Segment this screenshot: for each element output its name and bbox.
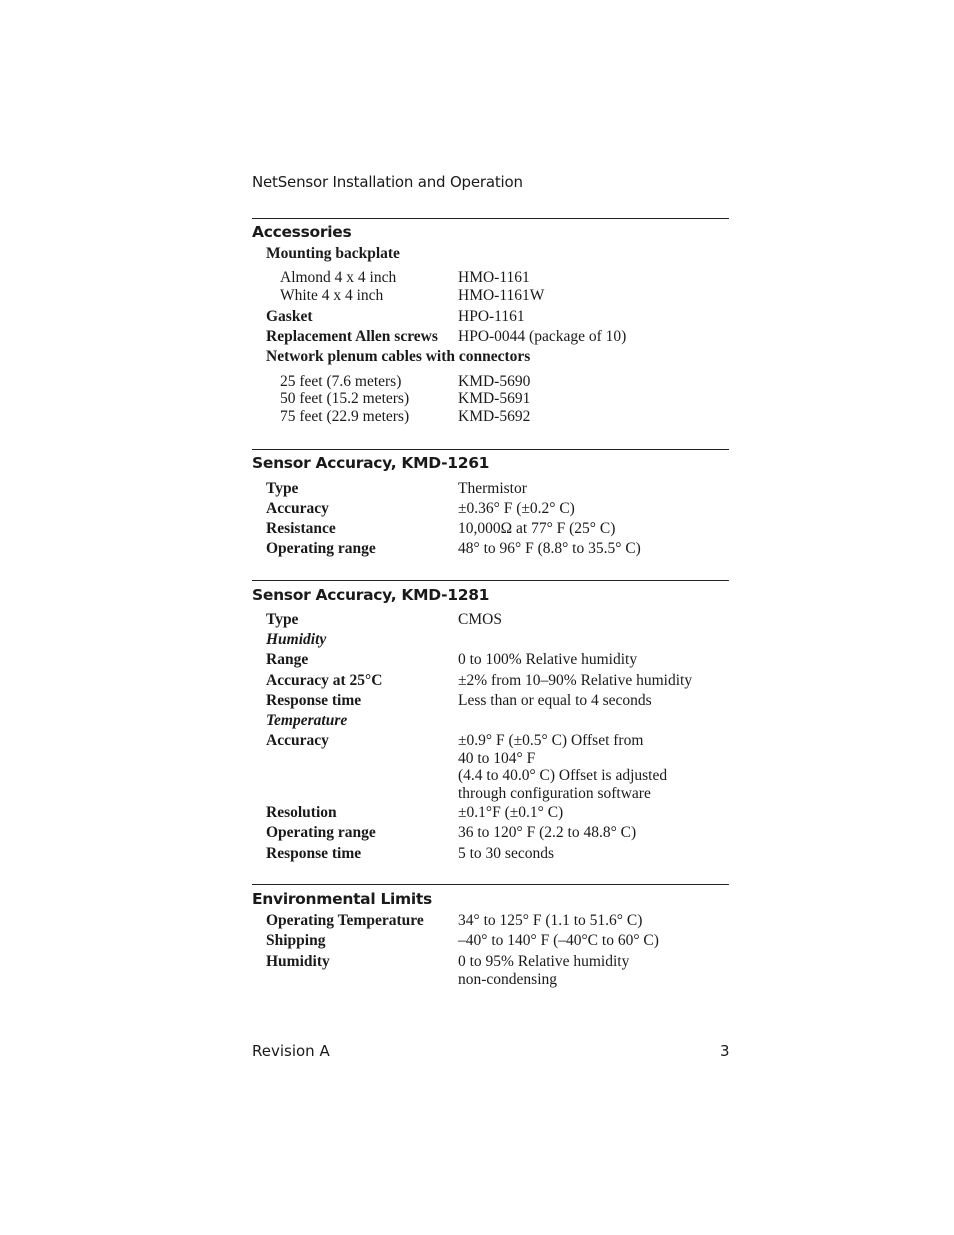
kmd1281-accuracy-line: (4.4 to 40.0° C) Offset is adjusted — [458, 767, 668, 784]
kmd1281-response-label: Response time — [266, 692, 362, 709]
cable-75ft-label: 75 feet (22.9 meters) — [280, 408, 410, 425]
white-value: HMO-1161W — [458, 287, 545, 304]
screws-label: Replacement Allen screws — [266, 328, 438, 345]
kmd1281-acc25-value: ±2% from 10–90% Relative humidity — [458, 672, 693, 689]
humidity-subheading: Humidity — [266, 631, 327, 648]
kmd1281-accuracy-label: Accuracy — [266, 732, 329, 749]
section-title-accessories: Accessories — [252, 223, 352, 241]
section-divider — [252, 449, 729, 450]
kmd1281-resolution-value: ±0.1°F (±0.1° C) — [458, 804, 564, 821]
env-optemp-label: Operating Temperature — [266, 912, 424, 929]
section-divider — [252, 580, 729, 581]
env-humidity-value — [458, 953, 629, 988]
kmd1261-resistance-value: 10,000Ω at 77° F (25° C) — [458, 520, 616, 537]
white-label: White 4 x 4 inch — [280, 287, 384, 304]
screws-value: HPO-0044 (package of 10) — [458, 328, 627, 345]
kmd1261-type-value: Thermistor — [458, 480, 527, 497]
kmd1261-accuracy-label: Accuracy — [266, 500, 329, 517]
kmd1281-response2-value: 5 to 30 seconds — [458, 845, 555, 862]
kmd1281-type-value: CMOS — [458, 611, 502, 628]
env-humidity-line: 0 to 95% Relative humidity — [458, 953, 630, 970]
cables-label: Network plenum cables with connectors — [266, 348, 531, 365]
section-divider — [252, 884, 729, 885]
kmd1281-response2-label: Response time — [266, 845, 362, 862]
env-humidity-line: non-condensing — [458, 970, 558, 988]
kmd1261-type-label: Type — [266, 480, 299, 497]
kmd1281-oprange-label: Operating range — [266, 824, 376, 841]
page-number: 3 — [720, 1042, 730, 1060]
kmd1281-accuracy-value — [458, 732, 667, 802]
kmd1281-acc25-label: Accuracy at 25°C — [266, 672, 383, 689]
env-optemp-value: 34° to 125° F (1.1 to 51.6° C) — [458, 912, 643, 929]
env-shipping-label: Shipping — [266, 932, 326, 949]
almond-value: HMO-1161 — [458, 269, 530, 286]
cable-50ft-value: KMD-5691 — [458, 390, 531, 407]
kmd1281-range-label: Range — [266, 651, 309, 668]
cable-25ft-label: 25 feet (7.6 meters) — [280, 373, 402, 390]
kmd1281-accuracy-line: through configuration software — [458, 784, 651, 802]
kmd1261-resistance-label: Resistance — [266, 520, 336, 537]
section-title-kmd1261: Sensor Accuracy, KMD-1261 — [252, 454, 490, 472]
running-header: NetSensor Installation and Operation — [252, 173, 523, 191]
env-humidity-label: Humidity — [266, 953, 330, 970]
section-divider — [252, 218, 729, 219]
gasket-value: HPO-1161 — [458, 308, 525, 325]
mounting-backplate-label: Mounting backplate — [266, 245, 400, 262]
kmd1281-accuracy-line: 40 to 104° F — [458, 749, 536, 767]
kmd1281-oprange-value: 36 to 120° F (2.2 to 48.8° C) — [458, 824, 637, 841]
kmd1261-range-label: Operating range — [266, 540, 376, 557]
kmd1281-range-value: 0 to 100% Relative humidity — [458, 651, 638, 668]
cable-75ft-value: KMD-5692 — [458, 408, 531, 425]
temperature-subheading: Temperature — [266, 712, 348, 729]
almond-label: Almond 4 x 4 inch — [280, 269, 397, 286]
cable-50ft-label: 50 feet (15.2 meters) — [280, 390, 410, 407]
kmd1281-resolution-label: Resolution — [266, 804, 337, 821]
kmd1281-type-label: Type — [266, 611, 299, 628]
env-shipping-value: –40° to 140° F (–40°C to 60° C) — [458, 932, 659, 949]
kmd1261-accuracy-value: ±0.36° F (±0.2° C) — [458, 500, 575, 517]
cable-25ft-value: KMD-5690 — [458, 373, 531, 390]
kmd1261-range-value: 48° to 96° F (8.8° to 35.5° C) — [458, 540, 641, 557]
kmd1281-accuracy-line: ±0.9° F (±0.5° C) Offset from — [458, 732, 644, 749]
section-title-kmd1281: Sensor Accuracy, KMD-1281 — [252, 586, 490, 604]
gasket-label: Gasket — [266, 308, 313, 325]
section-title-environmental: Environmental Limits — [252, 890, 432, 908]
revision-label: Revision A — [252, 1042, 330, 1060]
kmd1281-response-value: Less than or equal to 4 seconds — [458, 692, 652, 709]
